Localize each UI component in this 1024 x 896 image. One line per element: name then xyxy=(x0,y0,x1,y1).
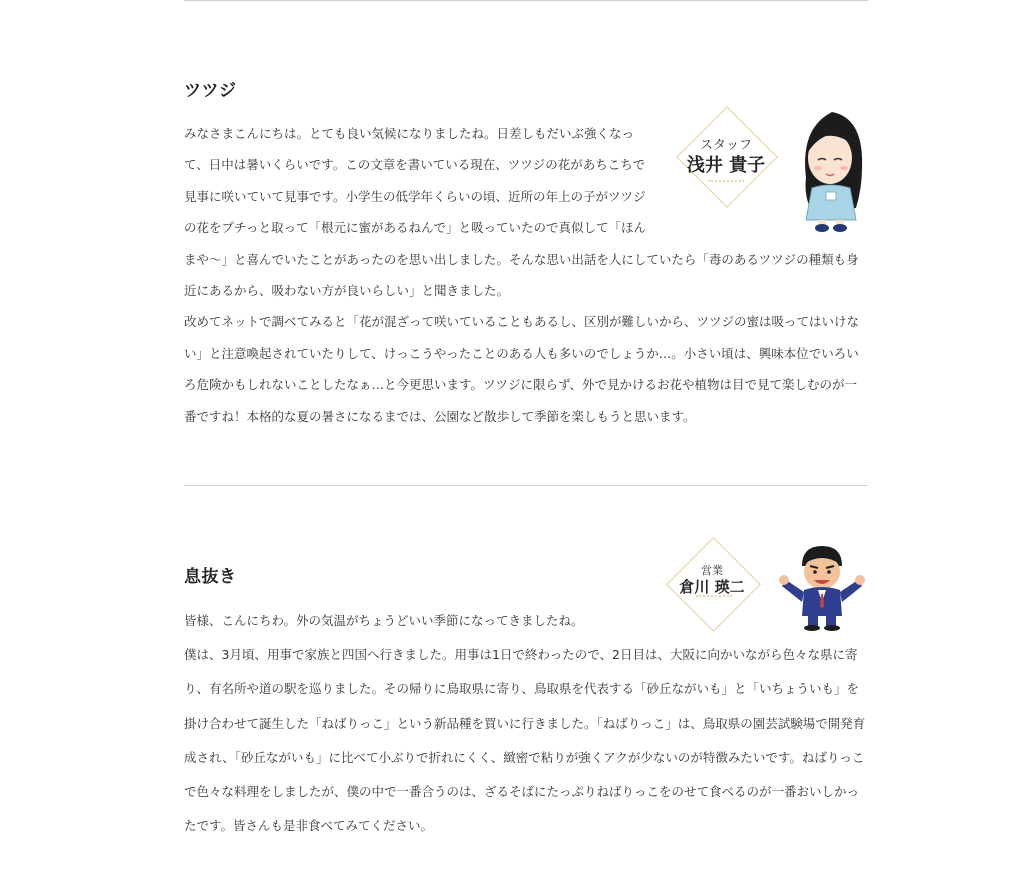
post-title: ツツジ xyxy=(184,81,237,101)
author-role: 営業 xyxy=(701,564,723,577)
post-paragraph: 僕は、3月頃、用事で家族と四国へ行きました。用事は1日で終わったので、2日目は、大阪に向かいながら色々な県に寄り、有名所や道の駅を巡りました。その帰りに鳥取県に寄り、鳥取県を代表する「砂丘ながいも」と「いちょういも」を掛け合わせて誕生した「ねばりっこ」という新品種を買いに行きました。「ねばりっこ」は、鳥取県の園芸試験場で開発育成され、「砂丘ながいも」に比べて小ぶりで折れにくく、緻密で粘りが強くアクが少ないのが特徴みたいです。ねばりっこで色々な料理をしましたが、僕の中で一番合うのは、ざるそばにたっぷりねばりっこをのせて食べるのが一番おいしかったです。皆さんも是非食べてみてください。 xyxy=(184,647,866,834)
author-card xyxy=(652,540,868,636)
author-name: 浅井 貴子 xyxy=(686,155,766,176)
divider-mid xyxy=(184,485,868,486)
decorative-dots xyxy=(708,180,744,182)
author-card xyxy=(656,108,868,234)
decorative-dots xyxy=(696,595,732,597)
post-paragraph: 改めてネットで調べてみると「花が混ざって咲いていることもあるし、区別が難しいから、ツツジの蜜は吸ってはいけない」と注意喚起されていたりして、けっこうやったことのある人も多いのでしょうか…。小さい頃は、興味本位でいろいろ危険かもしれないことしたなぁ…と今更思います。ツツジに限らず、外で見かけるお花や植物は目で見て楽しむのが一番ですね！本格的な夏の暑さになるまでは、公園など散歩して季節を楽しもうと思います。 xyxy=(184,314,860,424)
post-paragraph: みなさまこんにちは。とても良い気候になりましたね。日差しもだいぶ強くなって、日中は暑いくらいです。この文章を書いている現在、ツツジの花があちこちで見事に咲いていて見事です。小学生の低学年くらいの頃、近所の年上の子がツツジの花をプチっと取って「根元に蜜があるねんで」と吸っていたので真似して「ほんまや〜」と喜んでいたことがあったのを思い出しました。そんな思い出話を人にしていたら「毒のあるツツジの種類も身近にあるから、吸わない方が良いらしい」と聞きました。 xyxy=(184,126,859,299)
post-paragraph: 皆様、こんにちわ。外の気温がちょうどいい季節になってきましたね。 xyxy=(184,613,584,628)
author-role: スタッフ xyxy=(699,138,752,153)
divider-top xyxy=(184,0,868,1)
author-name: 倉川 瑛二 xyxy=(679,578,745,596)
salesman-avatar-icon xyxy=(776,540,866,632)
post-title: 息抜き xyxy=(184,567,237,587)
girl-avatar-icon xyxy=(796,108,868,234)
post-body xyxy=(184,118,868,432)
